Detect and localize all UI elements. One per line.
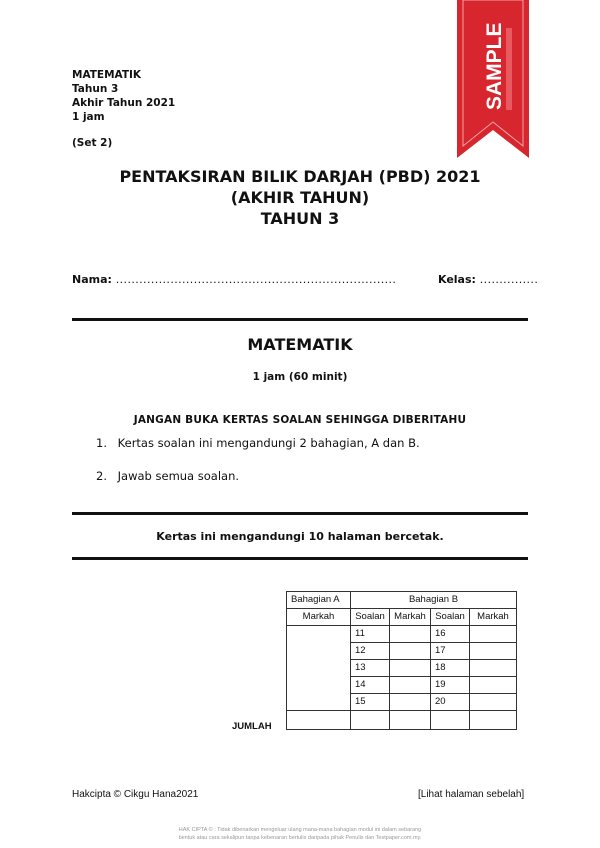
class-dots: ............... [479,273,539,286]
mark-cell[interactable] [470,660,517,677]
subject-duration: 1 jam (60 minit) [252,371,348,383]
mark-cell[interactable] [390,677,431,694]
meta-year-level: Tahun 3 [72,83,119,95]
sample-ribbon [457,0,529,158]
question-number: 13 [351,660,390,677]
copyright-line-2: bentuk atau cara sekalipun tanpa kebenaran bertulis daripada pihak Penulis dan Testpaper.com.my. [178,835,422,841]
subject-heading: MATEMATIK [247,335,353,354]
class-field[interactable] [438,273,538,286]
header-meta [72,68,175,150]
total-cell[interactable] [390,711,431,730]
footer-next-page: [Lihat halaman sebelah] [418,789,525,800]
question-number: 15 [351,694,390,711]
divider-bottom [72,557,528,560]
instruction-2-num: 2. [96,469,107,483]
markah-header-1: Markah [390,609,431,626]
total-label: JUMLAH [232,721,272,732]
mark-cell[interactable] [470,626,517,643]
title-line-2: (AKHIR TAHUN) [230,188,370,207]
title-line-1: PENTAKSIRAN BILIK DARJAH (PBD) 2021 [119,167,481,186]
meta-set: (Set 2) [72,137,113,149]
name-dots: ........................................................................ [115,273,397,286]
instruction-1-num: 1. [96,436,107,450]
name-field[interactable] [72,273,396,286]
question-number: 11 [351,626,390,643]
copyright-notice [0,826,600,842]
markah-header-2: Markah [470,609,517,626]
divider-top [72,318,528,321]
mark-cell[interactable] [470,694,517,711]
mark-cell[interactable] [470,677,517,694]
mark-cell[interactable] [390,660,431,677]
table-row-subheader [287,609,517,626]
marks-table [286,591,517,730]
question-number: 19 [431,677,470,694]
total-cell[interactable] [431,711,470,730]
title-line-3: TAHUN 3 [260,209,340,228]
meta-duration: 1 jam [72,111,105,123]
meta-subject: MATEMATIK [72,69,142,81]
instruction-2 [96,469,239,483]
soalan-header-2: Soalan [431,609,470,626]
question-number: 18 [431,660,470,677]
instruction-2-text: Jawab semua soalan. [117,469,240,483]
total-cell[interactable] [470,711,517,730]
total-cell[interactable] [351,711,390,730]
class-label: Kelas: [438,273,476,286]
mark-cell[interactable] [390,643,431,660]
mark-cell[interactable] [390,694,431,711]
total-cell-a[interactable] [287,711,351,730]
table-row [287,626,517,643]
mark-cell[interactable] [470,643,517,660]
question-number: 14 [351,677,390,694]
copyright-line-1: HAK CIPTA © : Tidak dibenarkan mengeluar ulang mana-mana bahagian modul ini dalam sebarang [178,827,422,833]
part-a-header: Bahagian A [287,592,351,609]
question-number: 20 [431,694,470,711]
question-number: 16 [431,626,470,643]
name-label: Nama: [72,273,112,286]
question-number: 17 [431,643,470,660]
footer-copyright: Hakcipta © Cikgu Hana2021 [72,789,199,800]
table-row-total [287,711,517,730]
question-number: 12 [351,643,390,660]
meta-term: Akhir Tahun 2021 [72,97,176,109]
divider-middle [72,512,528,515]
instruction-1-text: Kertas soalan ini mengandungi 2 bahagian, A dan B. [117,436,420,450]
part-b-header: Bahagian B [351,592,517,609]
ribbon-small-bar [506,28,512,110]
part-a-markah-header: Markah [287,609,351,626]
soalan-header-1: Soalan [351,609,390,626]
warning-text: JANGAN BUKA KERTAS SOALAN SEHINGGA DIBERITAHU [133,414,467,426]
exam-title [0,166,600,229]
instruction-1 [96,436,420,450]
part-a-mark-cell[interactable] [287,626,351,711]
table-row-header [287,592,517,609]
ribbon-label: SAMPLE [483,22,506,110]
pages-note: Kertas ini mengandungi 10 halaman bercetak. [156,530,444,543]
mark-cell[interactable] [390,626,431,643]
